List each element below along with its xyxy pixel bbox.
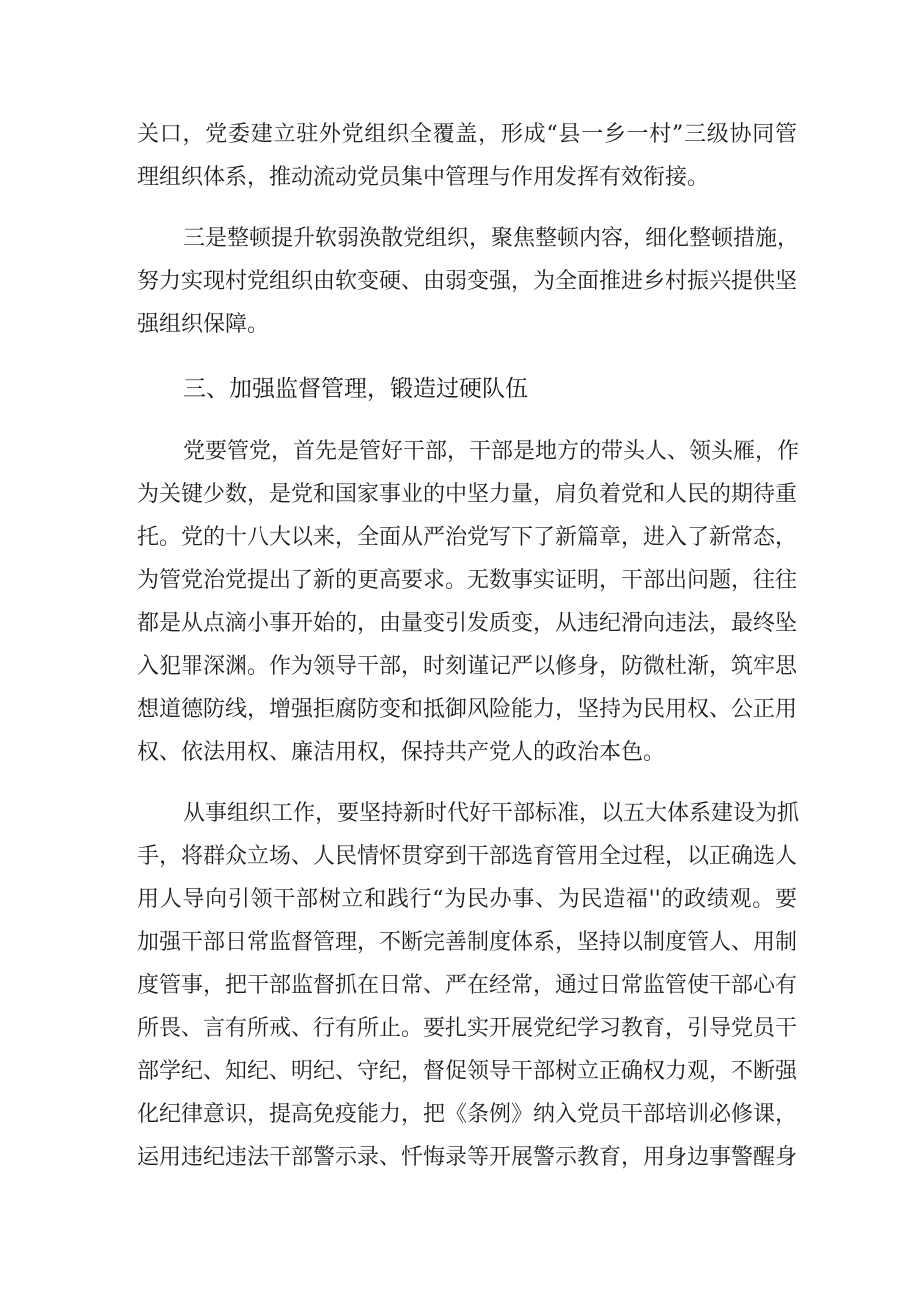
para3-line-5: 都是从点滴小事开始的，由量变引发质变，从违纪滑向违法，最终坠	[137, 611, 798, 636]
para4-line-2: 手，将群众立场、人民情怀贯穿到干部选育管用全过程，以正确选人	[137, 844, 798, 869]
para3-line-4: 为管党治党提出了新的更高要求。无数事实证明，干部出问题，往往	[137, 568, 798, 593]
para3-line-7: 想道德防线，增强拒腐防变和抵御风险能力，坚持为民用权、公正用	[137, 697, 798, 722]
para3-line-2: 为关键少数，是党和国家事业的中坚力量，肩负着党和人民的期待重	[137, 482, 798, 507]
para4-line-4: 加强干部日常监督管理，不断完善制度体系，坚持以制度管人、用制	[137, 930, 798, 955]
para2-line-1: 三是整顿提升软弱涣散党组织，聚焦整顿内容，细化整顿措施，	[183, 226, 800, 251]
para4-line-1: 从事组织工作，要坚持新时代好干部标准，以五大体系建设为抓	[183, 801, 800, 826]
para4-line-3: 用人导向引领干部树立和践行“为民办事、为民造福''的政绩观。要	[137, 887, 797, 912]
para3-line-6: 入犯罪深渊。作为领导干部，时刻谨记严以修身，防微杜渐，筑牢思	[137, 654, 798, 679]
para4-line-8: 化纪律意识，提高免疫能力，把《条例》纳入党员干部培训必修课，	[137, 1102, 798, 1127]
para4-line-7: 部学纪、知纪、明纪、守纪，督促领导干部树立正确权力观，不断强	[137, 1059, 798, 1084]
para2-line-2: 努力实现村党组织由软变硬、由弱变强，为全面推进乡村振兴提供坚	[137, 269, 798, 294]
para1-line-2: 理组织体系，推动流动党员集中管理与作用发挥有效衔接。	[137, 165, 710, 190]
para3-line-8: 权、依法用权、廉洁用权，保持共产党人的政治本色。	[137, 740, 666, 765]
para4-line-9: 运用违纪违法干部警示录、忏悔录等开展警示教育，用身边事警醒身	[137, 1145, 798, 1170]
para3-line-3: 托。党的十八大以来，全面从严治党写下了新篇章，进入了新常态，	[137, 525, 798, 550]
para3-line-1: 党要管党，首先是管好干部，干部是地方的带头人、领头雁，作	[183, 439, 800, 464]
section-heading: 三、加强监督管理，锻造过硬队伍	[183, 376, 528, 402]
para4-line-6: 所畏、言有所戒、行有所止。要扎实开展党纪学习教育，引导党员干	[137, 1016, 798, 1041]
para4-line-5: 度管事，把干部监督抓在日常、严在经常，通过日常监管使干部心有	[137, 973, 798, 998]
para1-line-1: 关口，党委建立驻外党组织全覆盖，形成“县一乡一村”三级协同管	[137, 122, 797, 147]
para2-line-3: 强组织保障。	[137, 312, 270, 337]
